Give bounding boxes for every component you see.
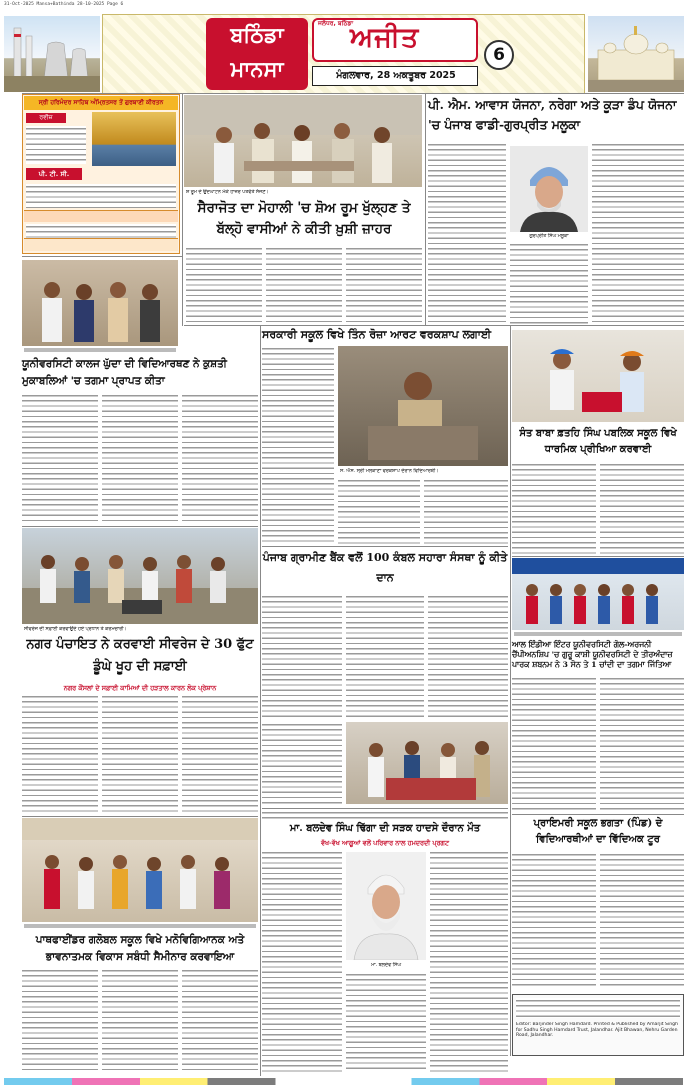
- a3-body-1: [22, 393, 98, 523]
- rule-h-7: [22, 816, 258, 817]
- a2-headline: ਪੀ. ਐਮ. ਆਵਾਸ ਯੋਜਨਾ, ਨਰੇਗਾ ਅਤੇ ਕੂੜਾ ਡੰਪ ਯੋਜਨਾ 'ਚ ਪੰਜਾਬ ਫਾਡੀ-ਗੁਰਪ੍ਰੀਤ ਮਲੂਕਾ: [428, 97, 677, 132]
- maluka-caption: ਗੁਰਪ੍ਰੀਤ ਸਿੰਘ ਮਲੂਕਾ: [529, 234, 569, 239]
- rule-h-8: [262, 808, 508, 809]
- imprint-text: Editor: Barjinder Singh Hamdard. Printed & Published by Amarjit Singh for Sadhu Singh Hamdard Trust, Jalandhar. Ajit Bhawan, Nehru Garden Road, Jalandhar.: [516, 1022, 678, 1039]
- seminar-photo: [22, 818, 258, 922]
- maluka-photo: [510, 146, 588, 232]
- rule-v-2: [425, 94, 426, 326]
- a6-headline: ਪੰਜਾਬ ਗ੍ਰਾਮੀਣ ਬੈਂਕ ਵਲੋਂ 100 ਕੰਬਲ ਸਹਾਰਾ ਸੰਸਥਾ ਨੂੰ ਕੀਤੇ ਦਾਨ: [262, 551, 508, 584]
- a7-body-2: [102, 694, 178, 814]
- a9-body-3: [430, 850, 508, 1072]
- a6-body-4: [262, 722, 342, 804]
- a7-body-1: [22, 694, 98, 814]
- a5-body-1: [512, 462, 596, 554]
- rule-h-9: [512, 814, 684, 815]
- a11-body-2: [102, 968, 178, 1072]
- a1-body-3: [346, 246, 422, 322]
- baldev-photo: [346, 852, 426, 960]
- rule-v-1: [182, 94, 183, 326]
- a10-body-1: [512, 852, 596, 988]
- color-bar: [4, 1078, 683, 1085]
- seminar-caption: [24, 924, 256, 928]
- a10-headline: ਪ੍ਰਾਇਮਰੀ ਸਕੂਲ ਭਗਤਾ (ਪਿੰਡ) ਦੇ ਵਿਦਿਆਰਥੀਆਂ ਦਾ ਵਿੱਦਿਅਕ ਟੂਰ: [533, 818, 663, 845]
- a5-body-2: [600, 462, 684, 554]
- a1-body-2: [266, 246, 342, 322]
- a6-body-1: [262, 594, 342, 718]
- masthead-date: ਮੰਗਲਵਾਰ, 28 ਅਕਤੂਬਰ 2025: [336, 70, 456, 81]
- a11-body-3: [182, 968, 258, 1072]
- ad-strip-2: [24, 238, 178, 251]
- a4-body-3: [424, 478, 508, 544]
- a9-subhead: ਵੱਖ-ਵੱਖ ਆਗੂਆਂ ਵਲੋਂ ਪਰਿਵਾਰ ਨਾਲ ਹਮਦਰਦੀ ਪ੍ਰਗਟ: [321, 839, 449, 847]
- archery-caption: [514, 632, 682, 636]
- a11-body-1: [22, 968, 98, 1072]
- sewerage-photo: [22, 528, 258, 624]
- ad-banner: ਸ੍ਰੀ ਹਰਿਮੰਦਰ ਸਾਹਿਬ ਅੰਮ੍ਰਿਤਸਰ ਤੋਂ ਗੁਰਬਾਣੀ ਕੀਰਤਨ: [24, 96, 178, 110]
- a1-headline: ਸੈਰਾਜੋਤ ਦਾ ਮੋਹਾਲੀ 'ਚ ਸ਼ੋਅ ਰੂਮ ਖੁੱਲ੍ਹਣ ਤੇ ਬੱਲ੍ਹੋ ਵਾਸੀਆਂ ਨੇ ਕੀਤੀ ਖ਼ੁਸ਼ੀ ਜ਼ਾਹਰ: [197, 200, 411, 237]
- a4-body-1: [262, 346, 334, 544]
- showroom-photo: [184, 95, 422, 187]
- masthead-city-2: ਮਾਨਸਾ: [230, 56, 284, 81]
- a7-body-3: [182, 694, 258, 814]
- rule-v-3: [260, 326, 261, 1076]
- rule-h-3: [184, 325, 684, 326]
- ad-details: [26, 184, 176, 208]
- a8-body-2: [600, 676, 684, 812]
- showroom-photo-caption: ਸ਼ੋ ਰੂਮ ਦੇ ਉਦਘਾਟਨ ਮੌਕੇ ਹਾਜ਼ਰ ਪਤਵੰਤੇ ਸੱਜਣ।: [186, 190, 269, 195]
- ad-text: [26, 126, 86, 164]
- golden-temple-photo: [92, 112, 176, 166]
- rule-h-5: [262, 546, 508, 547]
- imprint-top: [516, 998, 680, 1018]
- a6-body-3: [428, 594, 508, 718]
- a9-headline: ਮਾ. ਬਲਦੇਵ ਸਿੰਘ ਢਿੱਗਾ ਦੀ ਸੜਕ ਹਾਦਸੇ ਦੌਰਾਨ ਮੌਤ: [289, 823, 481, 834]
- a9-body-1: [262, 850, 342, 1072]
- masthead-right-photo: [588, 16, 684, 92]
- masthead-city-1: ਬਠਿੰਡਾ: [230, 22, 284, 47]
- a6-body-2: [346, 594, 424, 718]
- rule-h-4: [22, 526, 258, 527]
- page-number: 6: [484, 40, 514, 70]
- workshop-photo: [338, 346, 508, 466]
- wrestling-caption: [24, 348, 176, 352]
- ad-details-2: [26, 224, 176, 238]
- print-strip: 31-Oct-2025 Mansa+Bathinda 28-10-2025 Page 6: [4, 2, 124, 7]
- a2-body-2: [510, 242, 588, 324]
- a5-headline: ਸੰਤ ਬਾਬਾ ਫ਼ਤਹਿ ਸਿੰਘ ਪਬਲਿਕ ਸਕੂਲ ਵਿਖੇ ਧਾਰਮਿਕ ਪ੍ਰੀਖਿਆ ਕਰਵਾਈ: [519, 428, 677, 455]
- baldev-caption: ਮਾ. ਬਲਦੇਵ ਸਿੰਘ: [371, 963, 401, 968]
- a2-body-3: [592, 142, 684, 324]
- ad-strip-1: [24, 210, 178, 222]
- a9-body-2: [346, 972, 426, 1072]
- a4-body-2: [338, 478, 420, 544]
- exam-photo: [512, 330, 684, 422]
- a9-intro: [262, 810, 508, 820]
- a10-body-2: [600, 852, 684, 988]
- rule-h-1: [22, 93, 684, 94]
- a7-headline: ਨਗਰ ਪੰਚਾਇਤ ਨੇ ਕਰਵਾਈ ਸੀਵਰੇਜ ਦੇ 30 ਫੁੱਟ ਡੂੰਘੇ ਖੂਹ ਦੀ ਸਫ਼ਾਈ: [26, 637, 254, 674]
- workshop-caption: ਸ. ਐਸ. ਸ੍ਰੀ ਮਲਕਾਣਾ ਵਰਕਸ਼ਾਪ ਦੌਰਾਨ ਵਿਦਿਆਰਥੀ।: [340, 469, 439, 474]
- blanket-photo: [346, 722, 508, 804]
- a8-headline: ਆਲ ਇੰਡੀਆ ਇੰਟਰ ਯੂਨੀਵਰਸਿਟੀ ਗੋਲ-ਅਰਜਨੀ ਚੈਂਪੀਅਨਸ਼ਿਪ 'ਚ ਗੁਰੂ ਕਾਸ਼ੀ ਯੂਨੀਵਰਸਿਟੀ ਦੇ ਤੀਰਅੰਦਾਜ਼ ਪਾਰਕ ਸ਼ਬਨਮ ਨੇ 3 ਸੋਨ ਤੇ 1 ਚਾਂਦੀ ਦਾ ਤਗਮਾ ਜਿੱਤਿਆ: [512, 640, 673, 669]
- brand-small: ਜਲੰਧਰ, ਬਠਿੰਡਾ: [318, 20, 354, 27]
- masthead: [0, 12, 687, 96]
- a11-headline: ਪਾਥਫਾਈਂਡਰ ਗਲੋਬਲ ਸਕੂਲ ਵਿਖੇ ਮਨੋਵਿਗਿਆਨਕ ਅਤੇ ਭਾਵਨਾਤਮਕ ਵਿਕਾਸ ਸਬੰਧੀ ਸੈਮੀਨਾਰ ਕਰਵਾਇਆ: [35, 934, 245, 963]
- a4-headline: ਸਰਕਾਰੀ ਸਕੂਲ ਵਿਖੇ ਤਿੰਨ ਰੋਜ਼ਾ ਆਰਟ ਵਰਕਸ਼ਾਪ ਲਗਾਈ: [262, 328, 492, 341]
- rule-v-4: [510, 326, 511, 1056]
- a2-body-1: [428, 142, 506, 324]
- masthead-left-photo: [4, 16, 100, 92]
- a3-headline: ਯੂਨੀਵਰਸਿਟੀ ਕਾਲਜ ਘੁੱਦਾ ਦੀ ਵਿਦਿਆਰਥਣ ਨੇ ਕੁਸ਼ਤੀ ਮੁਕਾਬਲਿਆਂ 'ਚ ਤਗਮਾ ਪ੍ਰਾਪਤ ਕੀਤਾ: [22, 358, 227, 387]
- a3-body-2: [102, 393, 178, 523]
- ad-tag: ਰਵੀਜ਼: [26, 113, 66, 123]
- brand-logo: ਅਜੀਤ: [350, 22, 420, 53]
- a8-body-1: [512, 676, 596, 812]
- archery-photo: [512, 558, 684, 630]
- a7-subhead: ਨਗਰ ਕੌਂਸਲਾਂ ਦੇ ਸਫ਼ਾਈ ਕਾਮਿਆਂ ਦੀ ਹੜਤਾਲ ਕਾਰਨ ਲੋਕ ਪ੍ਰੇਸ਼ਾਨ: [63, 684, 217, 692]
- a3-body-3: [182, 393, 258, 523]
- ad-channel: ਪੀ. ਟੀ. ਸੀ.: [26, 168, 82, 180]
- sewerage-caption: ਸੀਵਰੇਜ ਦੀ ਸਫ਼ਾਈ ਕਰਵਾਉਂਦੇ ਹੋਏ ਪ੍ਰਧਾਨ ਤੇ ਕਰਮਚਾਰੀ।: [24, 627, 127, 632]
- a1-body-1: [186, 246, 262, 322]
- wrestling-photo: [22, 260, 178, 346]
- rule-h-2: [22, 256, 182, 257]
- rule-h-6: [512, 556, 684, 557]
